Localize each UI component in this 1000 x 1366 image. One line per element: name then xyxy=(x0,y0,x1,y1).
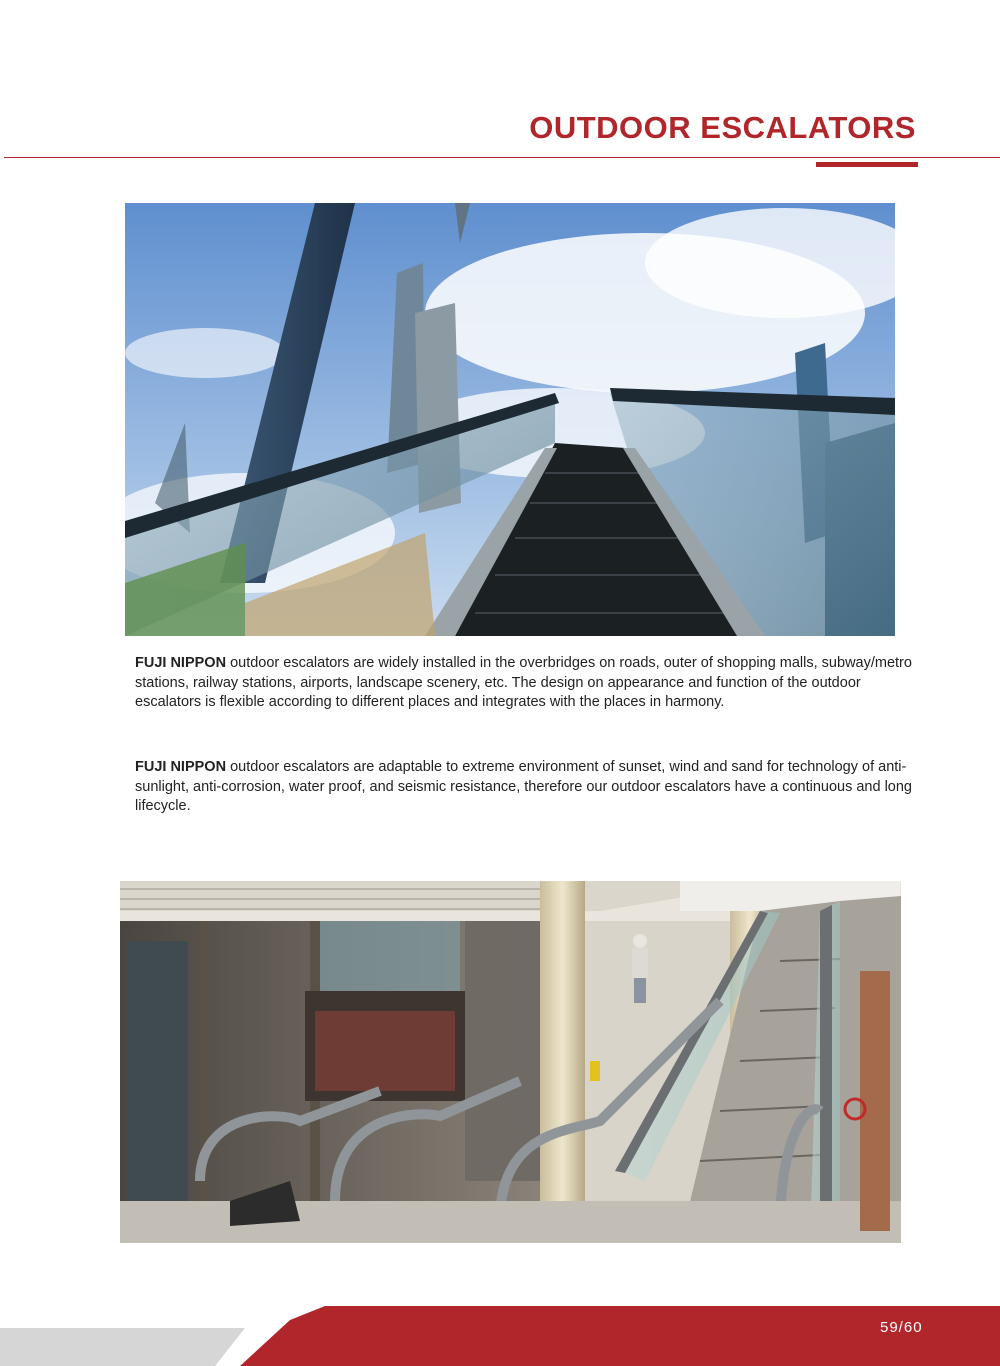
description-paragraph-2 xyxy=(135,758,915,817)
outdoor-escalator-skyline-photo xyxy=(125,203,895,636)
title-accent-bar xyxy=(816,162,918,167)
title-rule xyxy=(4,157,1000,158)
paragraph-text: outdoor escalators are widely installed in the overbridges on roads, outer of shopping malls, subway/metro stations, railway stations, airports, landscape scenery, etc. The design on appearance and function of the outdoor escalators is flexible according to different places and integrates with the places in harmony. xyxy=(135,655,912,710)
footer-band xyxy=(0,1306,1000,1366)
brand-name: FUJI NIPPON xyxy=(135,655,227,671)
page-title: OUTDOOR ESCALATORS xyxy=(529,110,916,145)
paragraph-text: outdoor escalators are adaptable to extreme environment of sunset, wind and sand for technology of anti-sunlight, anti-corrosion, water proof, and seismic resistance, therefore our outdoor escalators have a continuous and long lifecycle. xyxy=(135,759,912,814)
brand-name: FUJI NIPPON xyxy=(135,759,227,775)
page-number: 59/60 xyxy=(880,1319,923,1336)
description-paragraph-1 xyxy=(135,654,915,713)
outdoor-escalator-building-photo xyxy=(120,881,901,1243)
